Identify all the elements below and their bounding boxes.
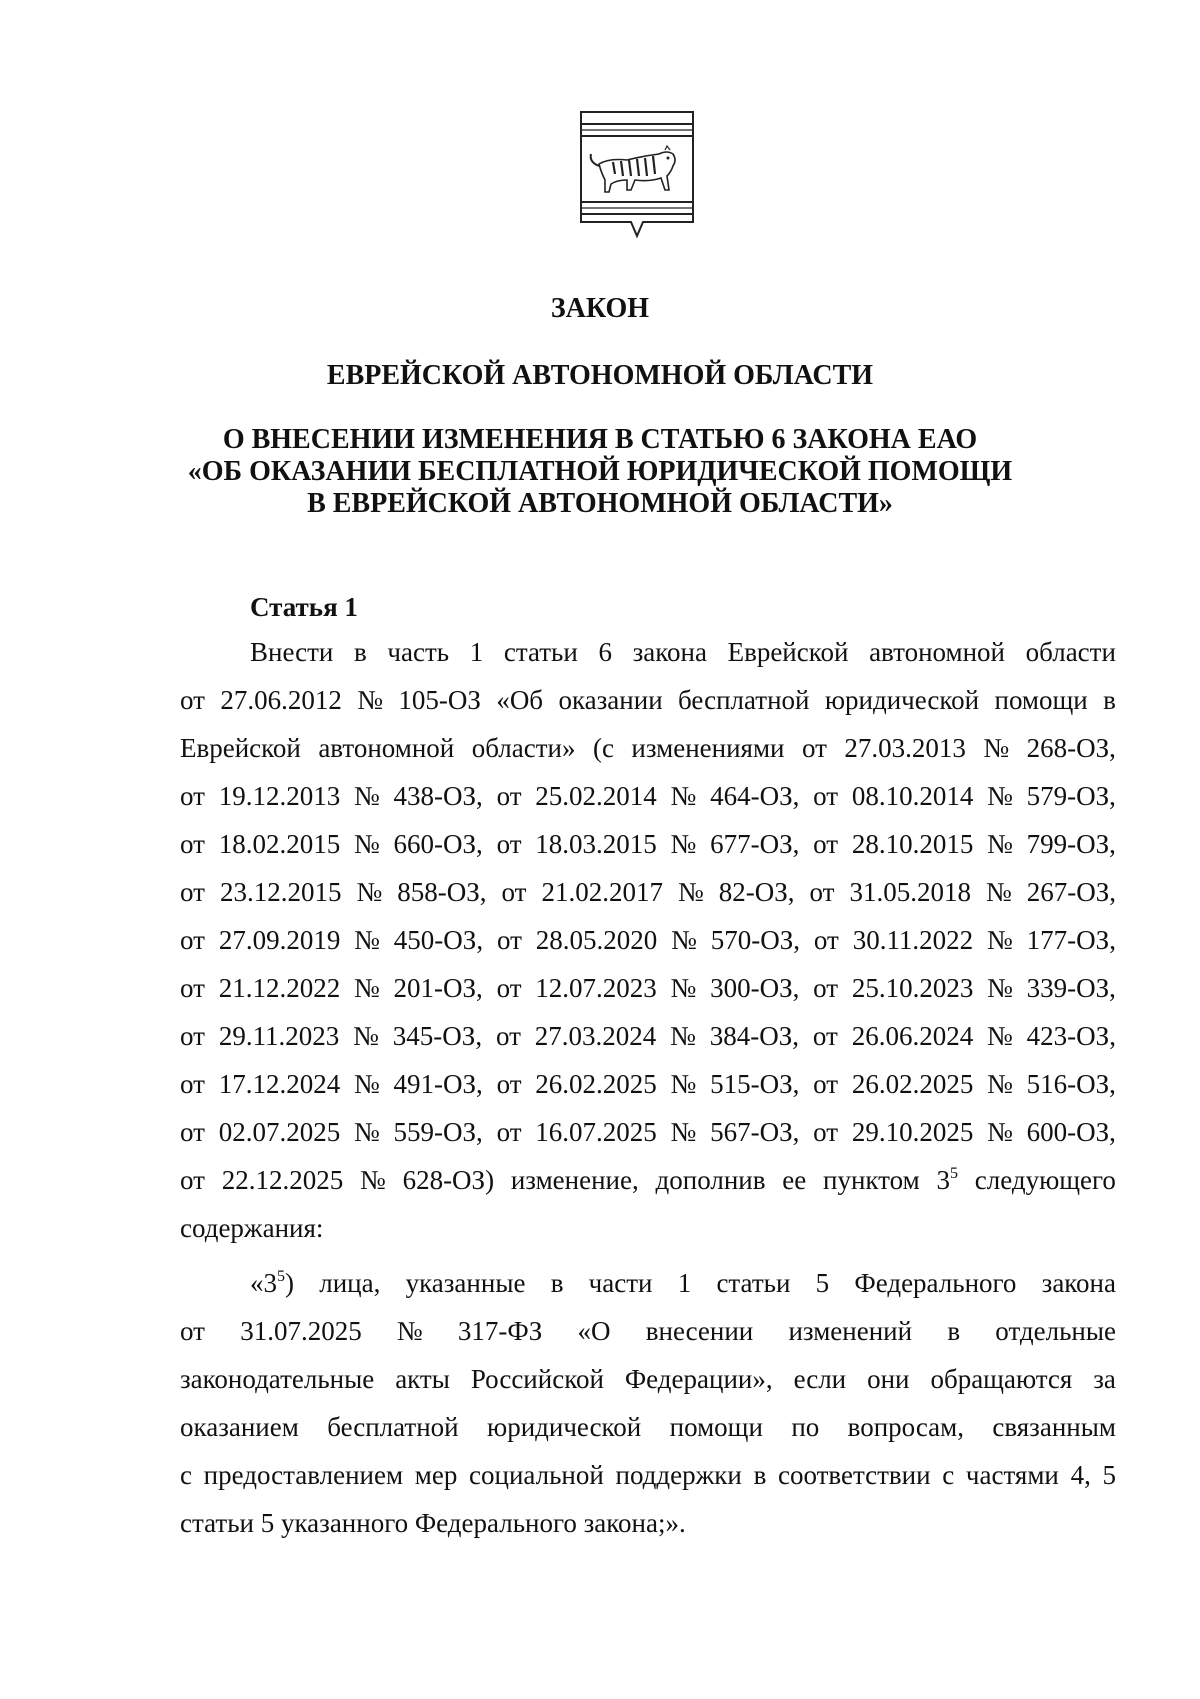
article-paragraph-2 — [180, 1259, 1116, 1547]
word: отдельные — [995, 1316, 1116, 1346]
text-line — [180, 820, 1116, 868]
word: Федерации», — [624, 1364, 773, 1394]
word: 464-ОЗ, — [710, 781, 800, 811]
word: № — [353, 1117, 380, 1147]
text-line — [180, 916, 1116, 964]
word: № — [670, 829, 697, 859]
superscript: 5 — [949, 1165, 958, 1182]
word: 28.05.2020 — [535, 925, 658, 955]
word: по — [791, 1412, 820, 1442]
word: 559-ОЗ, — [393, 1117, 483, 1147]
text-line — [180, 1307, 1116, 1355]
word: 26.02.2025 — [851, 1069, 974, 1099]
word: от — [813, 781, 839, 811]
article-paragraph-1 — [180, 628, 1116, 1252]
word: части — [588, 1268, 653, 1298]
word: внесении — [645, 1316, 754, 1346]
region-title: ЕВРЕЙСКОЙ АВТОНОМНОЙ ОБЛАСТИ — [326, 360, 874, 391]
word: в — [550, 1268, 564, 1298]
word: изменений — [788, 1316, 913, 1346]
word: 1 — [469, 637, 484, 667]
word: 516-ОЗ, — [1026, 1069, 1116, 1099]
word: № — [985, 877, 1012, 907]
word: от — [812, 1021, 838, 1051]
word: 177-ОЗ, — [1026, 925, 1116, 955]
word: от — [495, 1021, 521, 1051]
word: № — [353, 973, 380, 1003]
subject-line: «ОБ ОКАЗАНИИ БЕСПЛАТНОЙ ЮРИДИЧЕСКОЙ ПОМОЩИ — [187, 456, 1013, 487]
word: за — [1093, 1364, 1116, 1394]
word: закона — [632, 637, 707, 667]
subject-line: В ЕВРЕЙСКОЙ АВТОНОМНОЙ ОБЛАСТИ» — [307, 488, 893, 519]
text-line — [180, 1355, 1116, 1403]
word: от — [496, 1117, 522, 1147]
word: статьи — [503, 637, 578, 667]
word: вопросам, — [847, 1412, 964, 1442]
word: Еврейской — [180, 733, 301, 763]
word: от — [801, 733, 827, 763]
text-line — [180, 724, 1116, 772]
word: юридической — [824, 685, 980, 715]
word: № — [987, 829, 1013, 859]
text-line-with-superscript — [180, 1156, 1116, 1204]
word: от — [180, 1117, 205, 1147]
word: социальной — [469, 1460, 604, 1490]
article-heading: Статья 1 — [250, 592, 358, 622]
word: автономной — [869, 637, 1006, 667]
word: Еврейской — [727, 637, 849, 667]
word: области» — [471, 733, 576, 763]
word: № — [983, 733, 1010, 763]
word: от — [180, 973, 205, 1003]
word: Внести — [250, 637, 334, 667]
law-subject-title — [150, 424, 1050, 520]
word: 29.10.2025 — [851, 1117, 974, 1147]
word: они — [867, 1364, 910, 1394]
word: № — [987, 1117, 1013, 1147]
word: указанные — [405, 1268, 526, 1298]
word: № — [396, 1316, 423, 1346]
word: 6 — [598, 637, 612, 667]
text-line — [180, 1499, 1116, 1547]
word: от — [180, 685, 205, 715]
word: от — [180, 1069, 205, 1099]
word: от — [180, 1316, 205, 1346]
word: 570-ОЗ, — [710, 925, 801, 955]
word: 628-ОЗ) — [402, 1165, 495, 1195]
word: 268-ОЗ, — [1026, 733, 1116, 763]
word: изменение, — [510, 1165, 639, 1195]
word: бесплатной — [678, 685, 810, 715]
word: оказанием — [180, 1412, 299, 1442]
word: № — [671, 925, 697, 955]
word: от — [496, 973, 522, 1003]
word: 300-ОЗ, — [710, 973, 800, 1003]
word: № — [677, 877, 704, 907]
word: от — [813, 1069, 839, 1099]
word: от — [813, 925, 839, 955]
word: статьи — [716, 1268, 791, 1298]
word: 82-ОЗ, — [718, 877, 795, 907]
word: № — [987, 781, 1013, 811]
word: от — [496, 925, 522, 955]
law-label: ЗАКОН — [550, 293, 650, 324]
text-line — [180, 1451, 1116, 1499]
word: № — [357, 685, 383, 715]
word: если — [793, 1364, 847, 1394]
word: 600-ОЗ, — [1026, 1117, 1116, 1147]
word: лица, — [319, 1268, 381, 1298]
word: 450-ОЗ, — [393, 925, 484, 955]
word: с — [942, 1460, 955, 1490]
word: следующего — [974, 1165, 1116, 1195]
word: 438-ОЗ, — [393, 781, 483, 811]
word: 17.12.2024 — [218, 1069, 341, 1099]
word: № — [356, 877, 383, 907]
word: 29.11.2023 — [218, 1021, 340, 1051]
word: от — [501, 877, 527, 907]
word: дополнив — [655, 1165, 766, 1195]
text-line — [180, 628, 1116, 676]
word: пунктом — [823, 1165, 920, 1195]
word: 25.10.2023 — [851, 973, 974, 1003]
word: 22.12.2025 — [221, 1165, 344, 1195]
word: с — [180, 1460, 192, 1490]
word: законодательные — [180, 1364, 375, 1394]
word: № — [987, 973, 1013, 1003]
text-line — [180, 1012, 1116, 1060]
word: 4, — [1070, 1460, 1091, 1490]
word: 267-ОЗ, — [1026, 877, 1116, 907]
word: 23.12.2015 — [219, 877, 342, 907]
word: от — [496, 1069, 522, 1099]
word: 105-ОЗ — [398, 685, 481, 715]
text-segment: статьи 5 указанного Федерального закона;». — [180, 1508, 686, 1538]
text-line — [180, 676, 1116, 724]
word: № — [670, 973, 697, 1003]
subject-line: О ВНЕСЕНИИ ИЗМЕНЕНИЯ В СТАТЬЮ 6 ЗАКОНА ЕАО — [222, 424, 978, 455]
word: 31.05.2018 — [849, 877, 971, 907]
word: № — [670, 1021, 696, 1051]
word: области — [1025, 637, 1116, 667]
word: помощи — [994, 685, 1088, 715]
word: № — [353, 1021, 379, 1051]
word: автономной — [318, 733, 455, 763]
word: № — [360, 1165, 386, 1195]
word: от — [813, 1117, 839, 1147]
word: 26.02.2025 — [535, 1069, 657, 1099]
word: предоставлением — [203, 1460, 404, 1490]
coat-of-arms-tiger-icon — [579, 110, 695, 260]
text-line — [180, 1060, 1116, 1108]
word: 423-ОЗ, — [1026, 1021, 1116, 1051]
word: 491-ОЗ, — [393, 1069, 483, 1099]
word: Российской — [470, 1364, 604, 1394]
word: в — [354, 637, 367, 667]
word: 27.03.2024 — [534, 1021, 657, 1051]
word: 515-ОЗ, — [710, 1069, 800, 1099]
word: № — [987, 1021, 1013, 1051]
word: 384-ОЗ, — [709, 1021, 800, 1051]
word: 31.07.2025 — [240, 1316, 362, 1346]
word: 26.06.2024 — [851, 1021, 974, 1051]
word: 28.10.2015 — [851, 829, 974, 859]
text-line — [180, 964, 1116, 1012]
word: 19.12.2013 — [218, 781, 341, 811]
word: от — [180, 877, 205, 907]
text-line — [180, 772, 1116, 820]
word: «$3^5$) — [250, 1268, 294, 1298]
word: 21.12.2022 — [218, 973, 341, 1003]
word: помощи — [669, 1412, 763, 1442]
word: 12.07.2023 — [535, 973, 657, 1003]
word: от — [180, 829, 205, 859]
word: «О — [577, 1316, 611, 1346]
word: 21.02.2017 — [541, 877, 663, 907]
word: 16.07.2025 — [535, 1117, 657, 1147]
word: 27.03.2013 — [844, 733, 966, 763]
word: 5 — [815, 1268, 830, 1298]
word: 799-ОЗ, — [1026, 829, 1116, 859]
word: 201-ОЗ, — [393, 973, 483, 1003]
word: 317-ФЗ — [457, 1316, 543, 1346]
word: 02.07.2025 — [218, 1117, 341, 1147]
word: мер — [414, 1460, 458, 1490]
word: 1 — [677, 1268, 692, 1298]
text-line — [180, 1204, 1116, 1252]
word: закона — [1041, 1268, 1116, 1298]
word: 27.09.2019 — [218, 925, 341, 955]
word: 25.02.2014 — [535, 781, 657, 811]
text-line — [180, 1403, 1116, 1451]
word: от — [809, 877, 835, 907]
word: от — [180, 925, 205, 955]
word: изменениями — [631, 733, 785, 763]
word: поддержки — [615, 1460, 742, 1490]
word: от — [813, 829, 839, 859]
word: (с — [592, 733, 614, 763]
word: 345-ОЗ, — [392, 1021, 483, 1051]
word: № — [353, 829, 380, 859]
word: № — [987, 925, 1013, 955]
word: 579-ОЗ, — [1026, 781, 1116, 811]
word: 08.10.2014 — [851, 781, 974, 811]
word: часть — [387, 637, 450, 667]
word: 30.11.2022 — [852, 925, 974, 955]
text-line — [180, 1108, 1116, 1156]
text-line — [180, 868, 1116, 916]
word: от — [180, 1021, 205, 1051]
word: юридической — [487, 1412, 642, 1442]
word: обращаются — [930, 1364, 1073, 1394]
word: № — [670, 1069, 697, 1099]
word: 27.06.2012 — [220, 685, 342, 715]
word: Федерального — [854, 1268, 1017, 1298]
word: от — [496, 781, 522, 811]
word: в — [1103, 685, 1116, 715]
word: оказании — [558, 685, 663, 715]
word: связанным — [992, 1412, 1116, 1442]
word: бесплатной — [327, 1412, 459, 1442]
word: № — [670, 1117, 697, 1147]
word: в — [753, 1460, 767, 1490]
word: 858-ОЗ, — [397, 877, 487, 907]
word: 339-ОЗ, — [1026, 973, 1116, 1003]
word: № — [354, 925, 380, 955]
word: 18.02.2015 — [218, 829, 341, 859]
superscript: 5 — [277, 1268, 285, 1285]
text-segment: содержания: — [180, 1213, 324, 1243]
word: акты — [395, 1364, 450, 1394]
word: 567-ОЗ, — [710, 1117, 800, 1147]
word: частями — [965, 1460, 1059, 1490]
word: «Об — [496, 685, 544, 715]
word: в — [947, 1316, 961, 1346]
word: № — [353, 781, 380, 811]
word: от — [813, 973, 839, 1003]
word: 5 — [1102, 1460, 1116, 1490]
word: № — [670, 781, 697, 811]
word: от — [180, 781, 205, 811]
word: от — [496, 829, 522, 859]
word: ее — [782, 1165, 807, 1195]
word: 18.03.2015 — [535, 829, 657, 859]
word: от — [180, 1165, 205, 1195]
word: 660-ОЗ, — [393, 829, 483, 859]
word: 677-ОЗ, — [710, 829, 800, 859]
word: № — [987, 1069, 1013, 1099]
word: соответствии — [778, 1460, 931, 1490]
word: $3^5$ — [936, 1165, 958, 1195]
text-line-with-superscript — [180, 1259, 1116, 1307]
word: № — [353, 1069, 380, 1099]
